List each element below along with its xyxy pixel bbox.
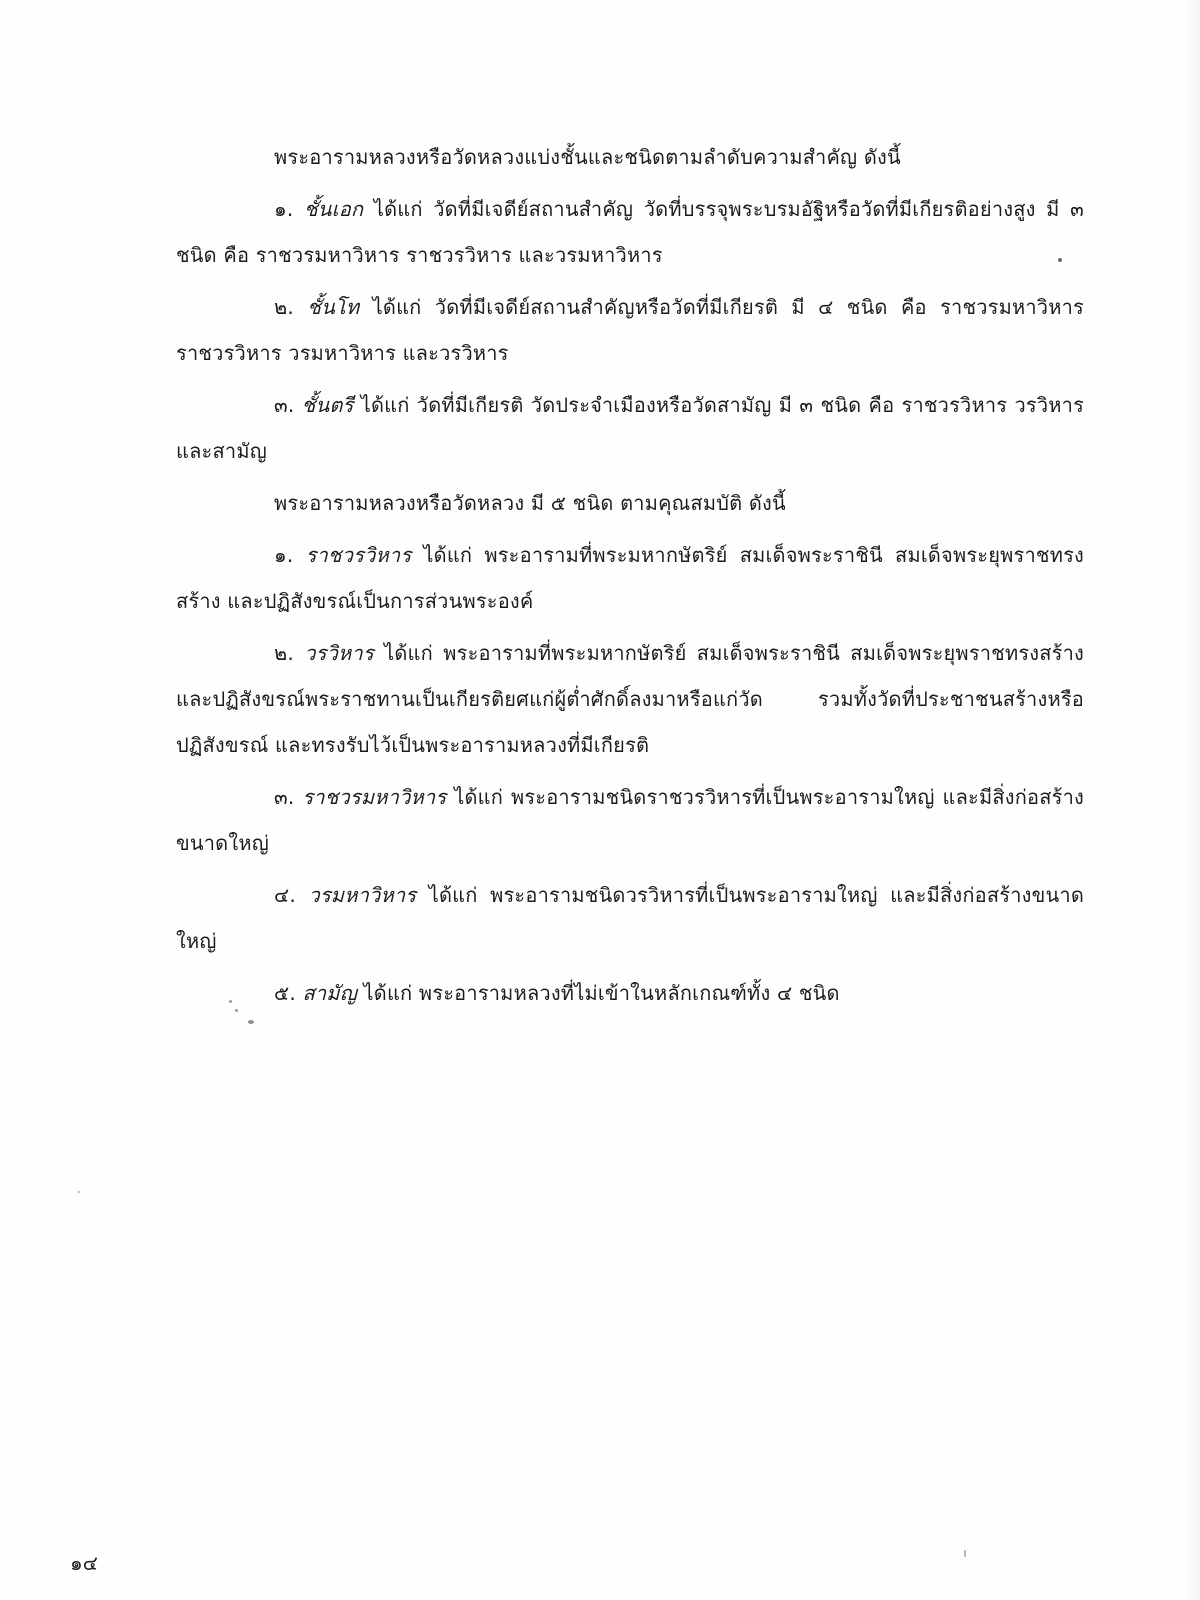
scan-speck bbox=[1058, 258, 1062, 262]
rank-item-1-text: ได้แก่ วัดที่มีเจดีย์สถานสำคัญ วัดที่บรรจุพระบรมอัฐิหรือวัดที่มีเกียรติอย่างสูง มี ๓ ชนิด คือ ราชวรมหาวิหาร ราชวรวิหาร และวรมหาวิหาร bbox=[176, 197, 1084, 267]
type-item-4-number: ๔. bbox=[274, 883, 296, 907]
rank-item-3-term: ชั้นตรี bbox=[301, 393, 354, 417]
rank-item-2-term: ชั้นโท bbox=[307, 295, 360, 319]
type-item-3-number: ๓. bbox=[274, 785, 295, 809]
type-item-4-term: วรมหาวิหาร bbox=[308, 883, 417, 907]
type-item-5 bbox=[176, 970, 1084, 1016]
section-intro-ranks-text: พระอารามหลวงหรือวัดหลวงแบ่งชั้นและชนิดตามลำดับความสำคัญ ดังนี้ bbox=[274, 145, 901, 169]
type-item-1-text: ได้แก่ พระอารามที่พระมหากษัตริย์ สมเด็จพระราชินี สมเด็จพระยุพราชทรงสร้าง และปฏิสังขรณ์เป็นการส่วนพระองค์ bbox=[176, 543, 1084, 613]
type-item-2-number: ๒. bbox=[274, 641, 294, 665]
section-intro-types bbox=[176, 480, 1084, 526]
section-intro-ranks bbox=[176, 134, 1084, 180]
rank-item-3 bbox=[176, 382, 1084, 474]
type-item-5-text: ได้แก่ พระอารามหลวงที่ไม่เข้าในหลักเกณฑ์ทั้ง ๔ ชนิด bbox=[363, 981, 840, 1005]
scan-speck bbox=[78, 1191, 80, 1193]
rank-item-1-number: ๑. bbox=[274, 197, 294, 221]
type-item-1-term: ราชวรวิหาร bbox=[305, 543, 412, 567]
rank-item-1 bbox=[176, 186, 1084, 278]
rank-item-1-term: ชั้นเอก bbox=[304, 197, 364, 221]
type-item-3-term: ราชวรมหาวิหาร bbox=[302, 785, 447, 809]
type-item-1 bbox=[176, 532, 1084, 624]
rank-item-3-text: ได้แก่ วัดที่มีเกียรติ วัดประจำเมืองหรือวัดสามัญ มี ๓ ชนิด คือ ราชวรวิหาร วรวิหาร และสามัญ bbox=[176, 393, 1085, 463]
scan-speck bbox=[964, 1550, 966, 1557]
type-item-5-term: สามัญ bbox=[302, 981, 357, 1005]
type-item-2-term: วรวิหาร bbox=[304, 641, 374, 665]
type-item-3 bbox=[176, 774, 1084, 866]
type-item-2 bbox=[176, 630, 1084, 768]
type-item-3-text: ได้แก่ พระอารามชนิดราชวรวิหารที่เป็นพระอารามใหญ่ และมีสิ่งก่อสร้างขนาดใหญ่ bbox=[176, 785, 1085, 855]
type-item-4 bbox=[176, 872, 1084, 964]
rank-item-2 bbox=[176, 284, 1084, 376]
scan-speck bbox=[229, 1000, 232, 1003]
type-item-2-text: ได้แก่ พระอารามที่พระมหากษัตริย์ สมเด็จพระราชินี สมเด็จพระยุพราชทรงสร้าง และปฏิสังขรณ์พระราชทานเป็นเกียรติยศแก่ผู้ต่ำศักดิ์ลงมาหรือแก่วัด รวมทั้งวัดที่ประชาชนสร้างหรือปฏิสังขรณ์ และทรงรับไว้เป็นพระอารามหลวงที่มีเกียรติ bbox=[176, 641, 1084, 757]
section-intro-types-text: พระอารามหลวงหรือวัดหลวง มี ๕ ชนิด ตามคุณสมบัติ ดังนี้ bbox=[274, 491, 786, 515]
type-item-4-text: ได้แก่ พระอารามชนิดวรวิหารที่เป็นพระอารามใหญ่ และมีสิ่งก่อสร้างขนาดใหญ่ bbox=[176, 883, 1085, 953]
rank-item-3-number: ๓. bbox=[274, 393, 295, 417]
type-item-5-number: ๕. bbox=[274, 981, 296, 1005]
scan-speck bbox=[235, 1009, 238, 1012]
document-body bbox=[176, 132, 1084, 1022]
rank-item-2-number: ๒. bbox=[274, 295, 294, 319]
page-number: ๑๔ bbox=[70, 1551, 98, 1575]
scan-edge-shadow bbox=[1182, 0, 1200, 1600]
type-item-1-number: ๑. bbox=[274, 543, 294, 567]
scan-speck bbox=[248, 1020, 254, 1024]
rank-item-2-text: ได้แก่ วัดที่มีเจดีย์สถานสำคัญหรือวัดที่มีเกียรติ มี ๔ ชนิด คือ ราชวรมหาวิหาร ราชวรวิหาร วรมหาวิหาร และวรวิหาร bbox=[176, 295, 1084, 365]
